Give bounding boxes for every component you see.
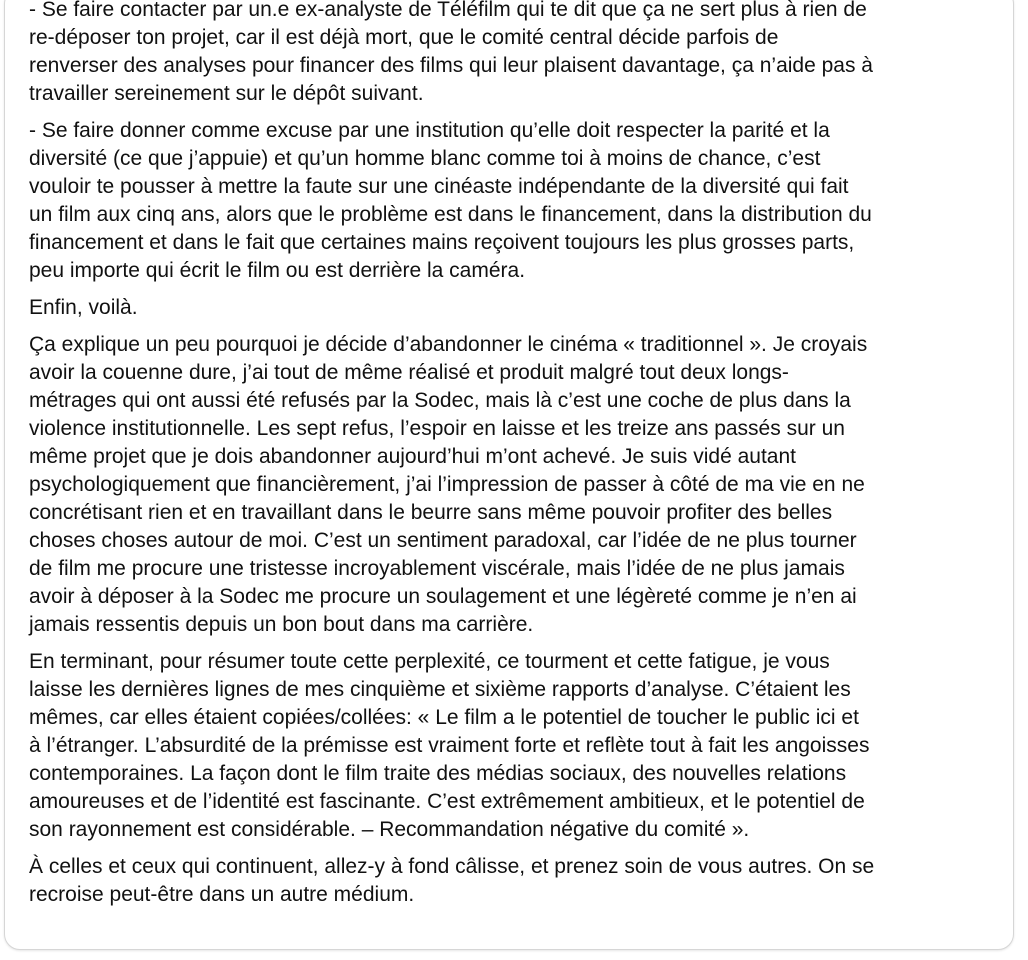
paragraph-3 [29, 294, 1005, 322]
paragraph-1 [29, 0, 1005, 108]
text-line: de film me procure une tristesse incroyablement viscérale, mais l’idée de ne plus jamais [29, 557, 845, 580]
text-line: Ça explique un peu pourquoi je décide d’abandonner le cinéma « traditionnel ». Je croyais [29, 333, 868, 356]
text-line: mêmes, car elles étaient copiées/collées: « Le film a le potentiel de toucher le public ici et [29, 706, 859, 729]
text-line: avoir à déposer à la Sodec me procure un soulagement et une légèreté comme je n’en ai [29, 585, 857, 608]
text-line: avoir la couenne dure, j’ai tout de même réalisé et produit malgré tout deux longs- [29, 361, 789, 384]
text-line: - Se faire donner comme excuse par une institution qu’elle doit respecter la parité et la [29, 119, 830, 142]
text-line: métrages qui ont aussi été refusés par la Sodec, mais là c’est une coche de plus dans la [29, 389, 851, 412]
text-line: En terminant, pour résumer toute cette perplexité, ce tourment et cette fatigue, je vous [29, 650, 830, 673]
text-line: Enfin, voilà. [29, 296, 138, 319]
text-line: À celles et ceux qui continuent, allez-y à fond câlisse, et prenez soin de vous autres. On se [29, 855, 875, 878]
text-line: re-déposer ton projet, car il est déjà mort, que le comité central décide parfois de [29, 26, 779, 49]
text-line: jamais ressentis depuis un bon bout dans ma carrière. [29, 613, 534, 636]
post-card [4, 0, 1014, 950]
text-line: travailler sereinement sur le dépôt suivant. [29, 82, 424, 105]
text-line: à l’étranger. L’absurdité de la prémisse est vraiment forte et reflète tout à fait les angoisses [29, 734, 870, 757]
text-line: peu importe qui écrit le film ou est derrière la caméra. [29, 259, 526, 282]
paragraph-4 [29, 331, 1005, 639]
post-body [29, 0, 1005, 918]
paragraph-5 [29, 648, 1005, 844]
text-line: renverser des analyses pour financer des films qui leur plaisent davantage, ça n’aide pas à [29, 54, 873, 77]
paragraph-6 [29, 853, 1005, 909]
text-line: diversité (ce que j’appuie) et qu’un homme blanc comme toi à moins de chance, c’est [29, 147, 821, 170]
text-line: son rayonnement est considérable. – Recommandation négative du comité ». [29, 818, 750, 841]
text-line: un film aux cinq ans, alors que le problème est dans le financement, dans la distribution du [29, 203, 872, 226]
text-line: contemporaines. La façon dont le film traite des médias sociaux, des nouvelles relations [29, 762, 847, 785]
text-line: psychologiquement que financièrement, j’ai l’impression de passer à côté de ma vie en ne [29, 473, 865, 496]
text-line: laisse les dernières lignes de mes cinquième et sixième rapports d’analyse. C’étaient les [29, 678, 851, 701]
text-line: recroise peut-être dans un autre médium. [29, 883, 415, 906]
text-line: - Se faire contacter par un.e ex-analyste de Téléfilm qui te dit que ça ne sert plus à rien de [29, 0, 867, 21]
text-line: violence institutionnelle. Les sept refus, l’espoir en laisse et les treize ans passés sur un [29, 417, 845, 440]
text-line: amoureuses et de l’identité est fascinante. C’est extrêmement ambitieux, et le potentiel de [29, 790, 865, 813]
text-line: concrétisant rien et en travaillant dans le beurre sans même pouvoir profiter des belles [29, 501, 833, 524]
text-line: même projet que je dois abandonner aujourd’hui m’ont achevé. Je suis vidé autant [29, 445, 796, 468]
paragraph-2 [29, 117, 1005, 285]
text-line: vouloir te pousser à mettre la faute sur une cinéaste indépendante de la diversité qui fait [29, 175, 849, 198]
text-line: financement et dans le fait que certaines mains reçoivent toujours les plus grosses parts, [29, 231, 855, 254]
text-line: choses choses autour de moi. C’est un sentiment paradoxal, car l’idée de ne plus tourner [29, 529, 857, 552]
